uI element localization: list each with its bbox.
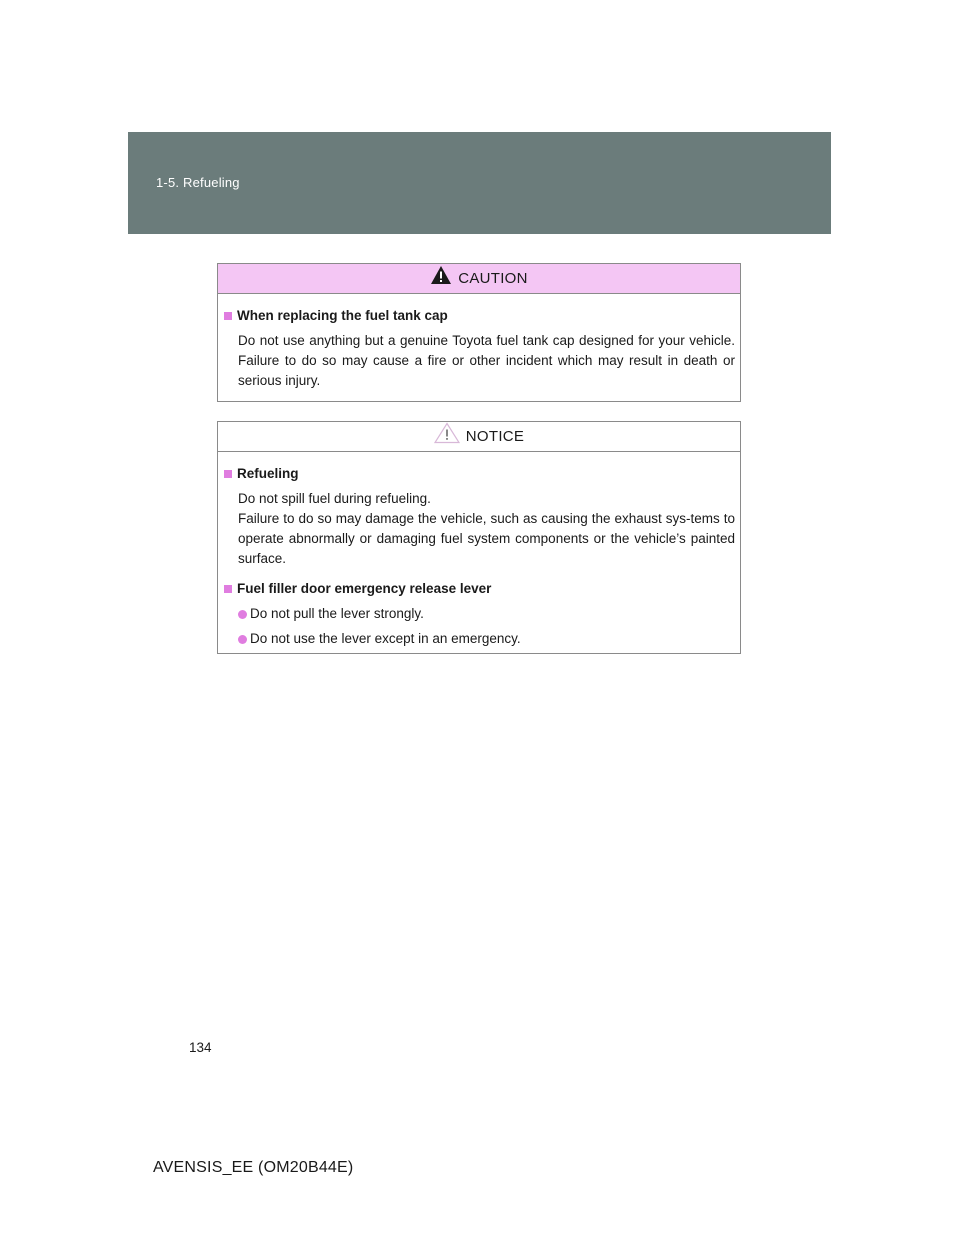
notice-item-title	[225, 579, 735, 599]
notice-heading: NOTICE	[465, 428, 525, 445]
notice-item-title-text: Fuel filler door emergency release lever	[237, 581, 492, 596]
square-bullet-icon	[224, 470, 232, 478]
notice-header	[218, 422, 740, 452]
notice-item-line: Do not spill fuel during refueling.	[238, 491, 431, 506]
notice-item-title-text: Refueling	[237, 466, 299, 481]
notice-item-title	[225, 464, 735, 484]
square-bullet-icon	[224, 312, 232, 320]
caution-heading: CAUTION	[458, 270, 528, 287]
notice-bullet	[225, 604, 735, 624]
page-number: 134	[189, 1040, 212, 1055]
caution-body	[218, 294, 740, 407]
section-header-band	[128, 132, 831, 234]
notice-bullet-text: Do not pull the lever strongly.	[250, 606, 424, 621]
notice-bullet-text: Do not use the lever except in an emergency.	[250, 631, 521, 646]
caution-item-title-text: When replacing the fuel tank cap	[237, 308, 448, 323]
notice-box	[217, 421, 741, 654]
notice-item-text: Failure to do so may damage the vehicle, such as causing the exhaust sys-tems to operate abnormally or damaging fuel system components or the vehicle’s painted surface.	[238, 511, 735, 566]
caution-box	[217, 263, 741, 402]
caution-header	[218, 264, 740, 294]
warning-outline-icon	[434, 422, 460, 448]
warning-filled-icon	[430, 265, 452, 289]
caution-item-text: Do not use anything but a genuine Toyota fuel tank cap designed for your vehicle. Failure to do so may cause a fire or other incident which may result in death or serious injury.	[238, 333, 735, 388]
notice-bullet	[225, 629, 735, 649]
document-code: AVENSIS_EE (OM20B44E)	[153, 1159, 354, 1176]
round-bullet-icon	[238, 635, 247, 644]
round-bullet-icon	[238, 610, 247, 619]
notice-body	[218, 452, 740, 665]
section-title: 1-5. Refueling	[156, 175, 240, 190]
caution-item-title	[225, 306, 735, 326]
square-bullet-icon	[224, 585, 232, 593]
